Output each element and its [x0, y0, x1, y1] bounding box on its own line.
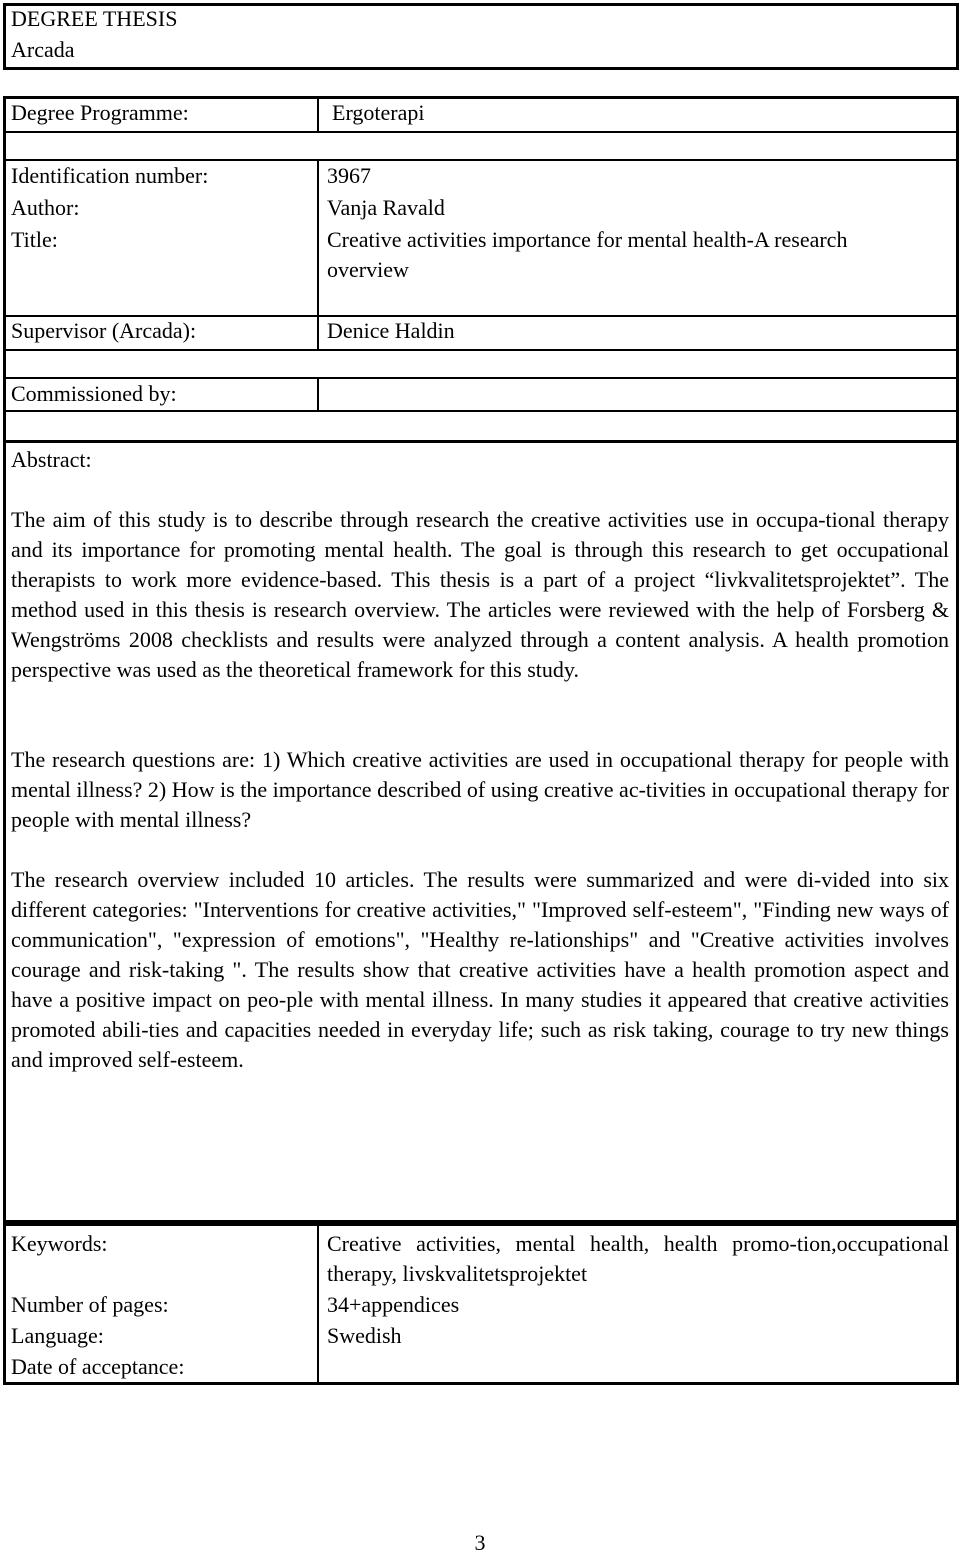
- keywords-value: Creative activities, mental health, health promo-tion,occupational therapy, livskvalitetsprojektet: [327, 1231, 949, 1286]
- info-divider: [3, 410, 957, 412]
- info-divider: [3, 349, 957, 351]
- author-value: Vanja Ravald: [327, 195, 445, 220]
- title-value-line2: overview: [327, 257, 409, 282]
- supervisor-value: Denice Haldin: [327, 318, 455, 343]
- commissioned-label: Commissioned by:: [11, 381, 177, 406]
- info-column-divider: [317, 379, 319, 410]
- title-label: Title:: [11, 227, 58, 252]
- degree-programme-value: Ergoterapi: [332, 100, 425, 125]
- page-number: 3: [474, 1530, 486, 1555]
- language-value: Swedish: [327, 1323, 402, 1348]
- info-column-divider: [317, 317, 319, 349]
- keywords-label: Keywords:: [11, 1231, 108, 1256]
- acceptance-label: Date of acceptance:: [11, 1354, 185, 1379]
- document-type-title: DEGREE THESIS: [11, 6, 178, 31]
- info-column-divider: [317, 161, 319, 315]
- pages-label: Number of pages:: [11, 1292, 169, 1317]
- supervisor-label: Supervisor (Arcada):: [11, 318, 197, 343]
- language-label: Language:: [11, 1323, 104, 1348]
- institution-name: Arcada: [11, 37, 75, 62]
- abstract-paragraph-questions: The research questions are: 1) Which creative activities are used in occupational therapy for people with mental illness? 2) How is the importance described of using creative ac-tivities in occupational therapy for people with mental illness?: [11, 747, 949, 832]
- meta-column-divider: [317, 1226, 319, 1382]
- info-column-divider: [317, 99, 319, 131]
- abstract-label: Abstract:: [11, 447, 92, 472]
- identification-label: Identification number:: [11, 163, 209, 188]
- pages-value: 34+appendices: [327, 1292, 460, 1317]
- abstract-paragraph-results: The research overview included 10 articles. The results were summarized and were di-vided into six different categories: "Interventions for creative activities," "Improved self-esteem", "Finding new ways of communication", "expression of emotions", "Healthy re-lationships" and "Creative activities involves courage and risk-taking ". The results show that creative activities have a health promotion aspect and have a positive impact on peo-ple with mental illness. In many studies it appeared that creative activities promoted abili-ties and capacities needed in everyday life; such as risk taking, courage to try new things and improved self-esteem.: [11, 867, 949, 1072]
- meta-divider: [3, 1223, 957, 1226]
- abstract-paragraph-aim: The aim of this study is to describe through research the creative activities use in occupa-tional therapy and its importance for promoting mental health. The goal is through this research to get occupational therapists to work more evidence-based. This thesis is a part of a project “livkvalitetsprojektet”. The method used in this thesis is research overview. The articles were reviewed with the help of Forsberg & Wengströms 2008 checklists and results were analyzed through a content analysis. A health promotion perspective was used as the theoretical framework for this study.: [11, 507, 949, 682]
- info-divider: [3, 131, 957, 133]
- degree-programme-label: Degree Programme:: [11, 100, 189, 125]
- title-value-line1: Creative activities importance for mental health-A research: [327, 227, 848, 252]
- author-label: Author:: [11, 195, 80, 220]
- identification-value: 3967: [327, 163, 371, 188]
